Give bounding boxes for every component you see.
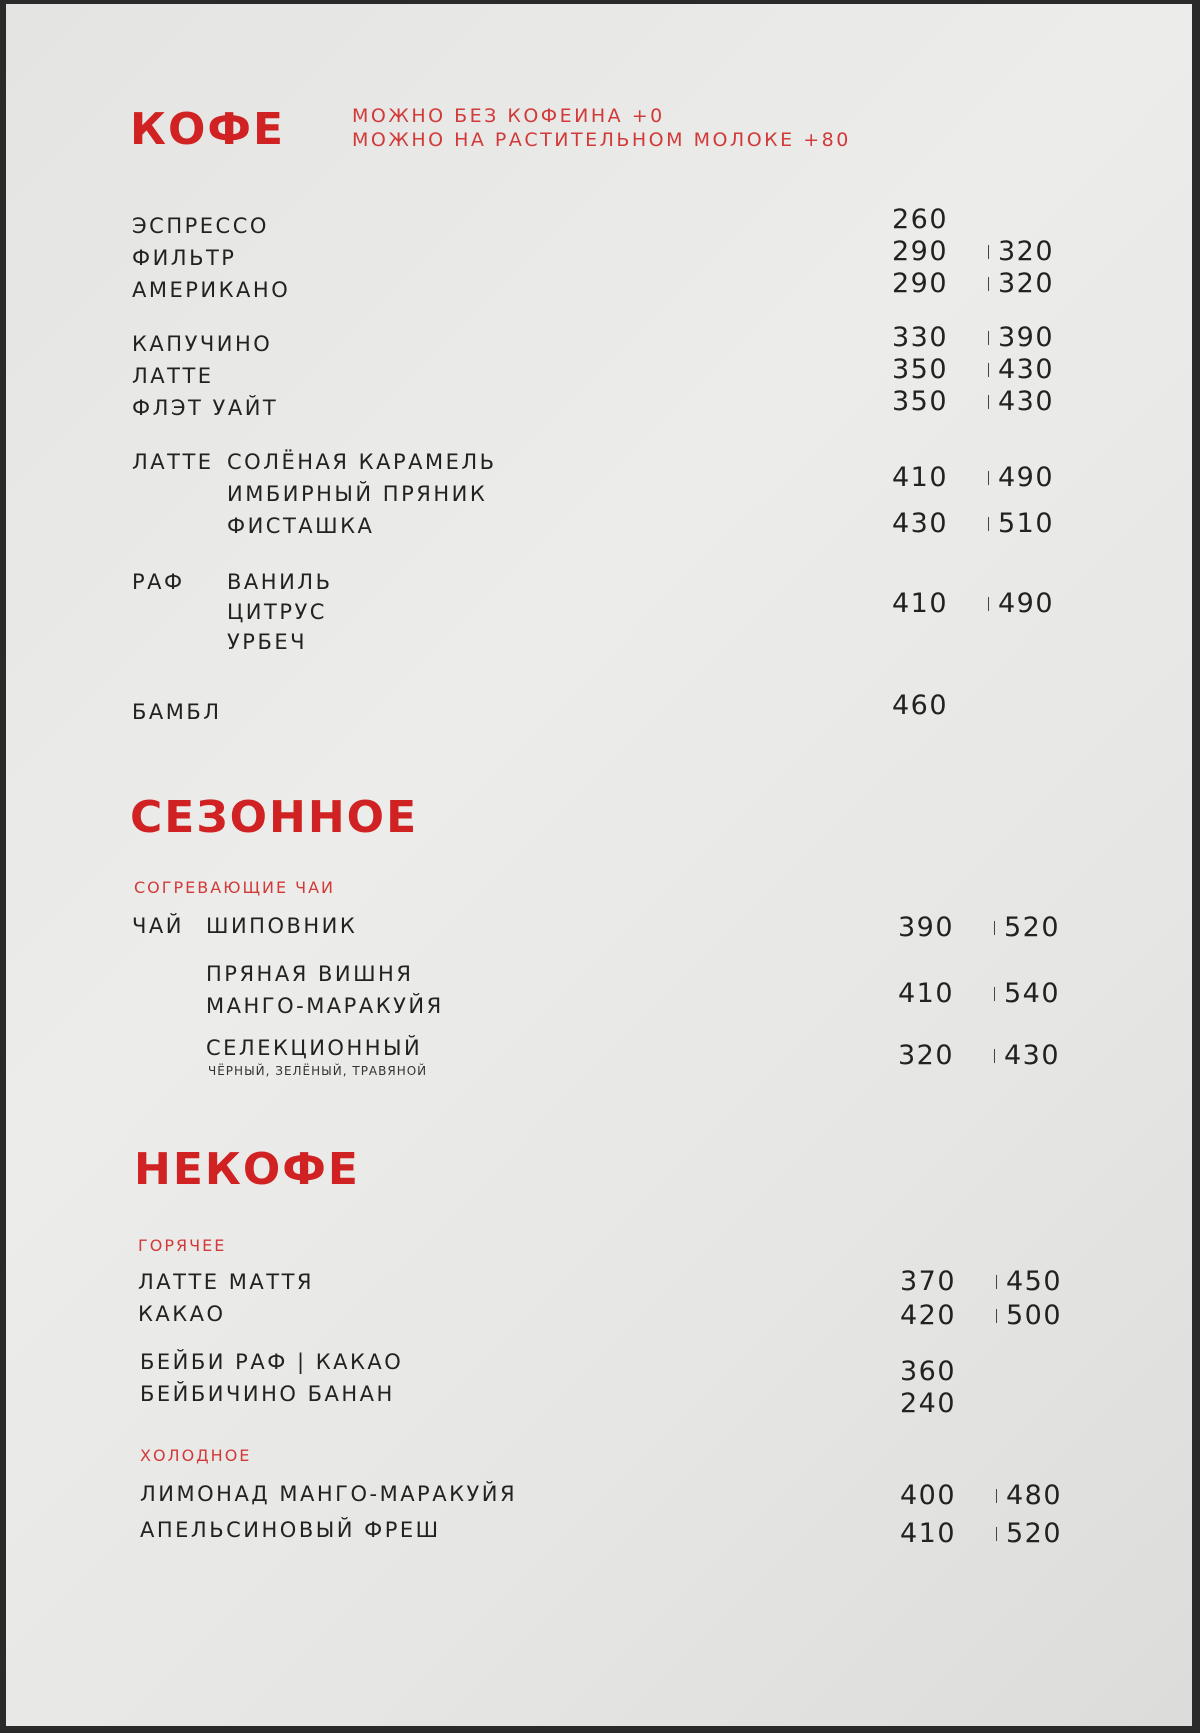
cold-label: ХОЛОДНОЕ <box>140 1446 252 1465</box>
price-large: 430 <box>1004 1040 1061 1071</box>
menu-item-name: ЛАТТЕ <box>132 364 214 388</box>
menu-item-name: ФИЛЬТР <box>132 246 237 270</box>
menu-item-name: БЕЙБИ РАФ | КАКАО <box>140 1350 404 1374</box>
price-small: 400 <box>900 1480 957 1511</box>
seasonal-subtitle: СОГРЕВАЮЩИЕ ЧАИ <box>134 878 336 897</box>
price-large: 490 <box>998 588 1055 619</box>
price-large: 500 <box>1006 1300 1063 1331</box>
price-large: 450 <box>1006 1266 1063 1297</box>
raf-flavor: ЦИТРУС <box>227 600 327 624</box>
price-divider <box>986 1309 1006 1323</box>
menu-item-price <box>892 690 978 721</box>
price-small: 290 <box>892 268 949 299</box>
price-small: 330 <box>892 322 949 353</box>
price-divider <box>984 987 1004 1001</box>
menu-sheet <box>6 4 1192 1726</box>
noncoffee-title: НЕКОФЕ <box>134 1144 360 1195</box>
menu-item-price <box>900 1300 1062 1331</box>
price-divider <box>984 1049 1004 1063</box>
price-divider <box>978 245 998 259</box>
menu-item-name: КАПУЧИНО <box>132 332 273 356</box>
price-small: 370 <box>900 1266 957 1297</box>
hot-label: ГОРЯЧЕЕ <box>138 1236 227 1255</box>
price-small: 410 <box>900 1518 957 1549</box>
price-large: 520 <box>1006 1518 1063 1549</box>
menu-item-price <box>900 1518 1062 1549</box>
menu-item-price <box>898 978 1060 1009</box>
price-divider <box>986 1275 1006 1289</box>
price-large: 520 <box>1004 912 1061 943</box>
menu-item-name: ФЛЭТ УАЙТ <box>132 396 279 420</box>
menu-item-name: АМЕРИКАНО <box>132 278 291 302</box>
latte-flavor: ИМБИРНЫЙ ПРЯНИК <box>227 482 488 506</box>
seasonal-title: СЕЗОННОЕ <box>130 792 419 843</box>
price-large: 320 <box>998 236 1055 267</box>
tea-name: СЕЛЕКЦИОННЫЙ <box>206 1036 423 1060</box>
menu-item-price <box>892 268 1054 299</box>
menu-item-name: ЭСПРЕССО <box>132 214 269 238</box>
menu-item-name: КАКАО <box>138 1302 226 1326</box>
raf-prefix: РАФ <box>132 570 185 594</box>
latte-flavor: ФИСТАШКА <box>227 514 375 538</box>
price-small: 420 <box>900 1300 957 1331</box>
price-large: 480 <box>1006 1480 1063 1511</box>
price-large: 510 <box>998 508 1055 539</box>
tea-name: МАНГО-МАРАКУЙЯ <box>206 994 444 1018</box>
price-divider <box>978 471 998 485</box>
menu-item-price <box>892 588 1054 619</box>
price-divider <box>986 1489 1006 1503</box>
menu-item-price <box>892 386 1054 417</box>
menu-item-name: БАМБЛ <box>132 700 222 724</box>
price-divider <box>978 331 998 345</box>
price-small: 350 <box>892 354 949 385</box>
price-divider <box>978 597 998 611</box>
price-small: 350 <box>892 386 949 417</box>
price-large: 320 <box>998 268 1055 299</box>
price-small: 390 <box>898 912 955 943</box>
menu-item-name: БЕЙБИЧИНО БАНАН <box>140 1382 395 1406</box>
price-large: 540 <box>1004 978 1061 1009</box>
coffee-note-plant-milk: МОЖНО НА РАСТИТЕЛЬНОМ МОЛОКЕ +80 <box>352 129 851 151</box>
coffee-title: КОФЕ <box>130 104 286 155</box>
menu-item-price <box>898 912 1060 943</box>
price-divider <box>978 277 998 291</box>
menu-item-price <box>892 322 1054 353</box>
price-small: 460 <box>892 690 949 721</box>
price-small: 430 <box>892 508 949 539</box>
tea-name: ШИПОВНИК <box>206 914 358 938</box>
price-divider <box>978 395 998 409</box>
tea-note: ЧЁРНЫЙ, ЗЕЛЁНЫЙ, ТРАВЯНОЙ <box>208 1064 428 1078</box>
price-large: 390 <box>998 322 1055 353</box>
price-small: 260 <box>892 204 949 235</box>
price-large: 430 <box>998 386 1055 417</box>
menu-item-price <box>900 1266 1062 1297</box>
price-divider <box>978 517 998 531</box>
menu-item-price <box>900 1480 1062 1511</box>
price-large: 490 <box>998 462 1055 493</box>
latte-prefix: ЛАТТЕ <box>132 450 214 474</box>
menu-item-price <box>900 1356 986 1387</box>
menu-item-name: ЛАТТЕ МАТТЯ <box>138 1270 314 1294</box>
raf-flavor: ВАНИЛЬ <box>227 570 333 594</box>
menu-item-name: ЛИМОНАД МАНГО-МАРАКУЙЯ <box>140 1482 518 1506</box>
menu-item-price <box>898 1040 1060 1071</box>
price-divider <box>978 363 998 377</box>
price-small: 410 <box>892 588 949 619</box>
menu-item-price <box>892 236 1054 267</box>
price-small: 320 <box>898 1040 955 1071</box>
menu-item-name: АПЕЛЬСИНОВЫЙ ФРЕШ <box>140 1518 441 1542</box>
coffee-note-decaf: МОЖНО БЕЗ КОФЕИНА +0 <box>352 105 665 127</box>
menu-item-price <box>892 508 1054 539</box>
tea-prefix: ЧАЙ <box>132 914 184 938</box>
raf-flavor: УРБЕЧ <box>227 630 308 654</box>
price-small: 410 <box>892 462 949 493</box>
menu-item-price <box>892 462 1054 493</box>
menu-item-price <box>892 204 978 235</box>
price-small: 410 <box>898 978 955 1009</box>
price-small: 290 <box>892 236 949 267</box>
menu-item-price <box>900 1388 986 1419</box>
price-large: 430 <box>998 354 1055 385</box>
latte-flavor: СОЛЁНАЯ КАРАМЕЛЬ <box>227 450 497 474</box>
price-small: 240 <box>900 1388 957 1419</box>
price-divider <box>986 1527 1006 1541</box>
menu-item-price <box>892 354 1054 385</box>
price-small: 360 <box>900 1356 957 1387</box>
price-divider <box>984 921 1004 935</box>
tea-name: ПРЯНАЯ ВИШНЯ <box>206 962 414 986</box>
